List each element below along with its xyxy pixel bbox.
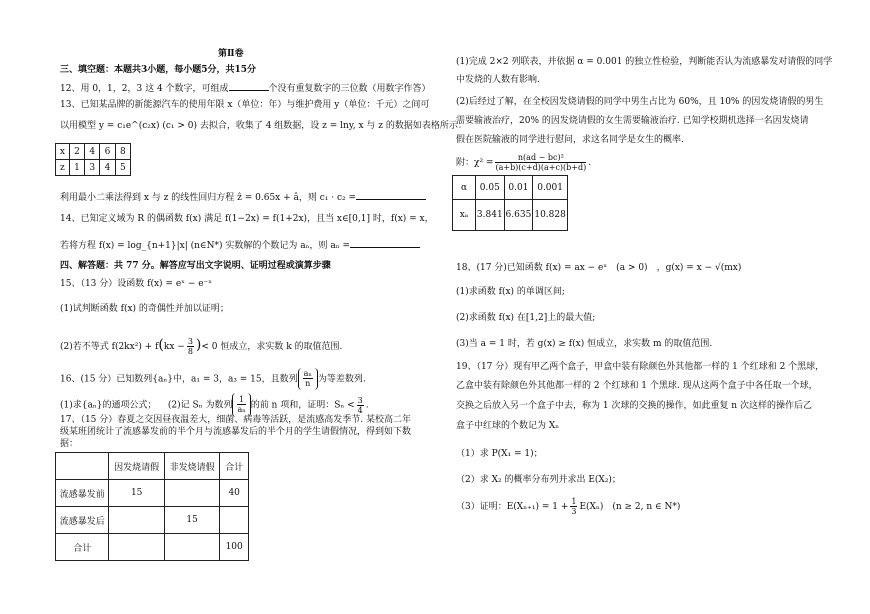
q13-line1: 13、已知某品牌的新能源汽车的使用年限 x（单位：年）与维护费用 y（单位：千元）之间可: [60, 100, 430, 110]
q19-line3: 交换之后放入另一个盒子中去，称为 1 次球的交换的操作，如此重复 n 次这样的操作后乙: [456, 401, 812, 411]
attach-label: 附：χ² =: [456, 158, 494, 168]
question-12: [60, 81, 431, 95]
q12-text-a: 12、用 0，1，2，3 这 4 个数字，可组成: [60, 84, 229, 94]
table-header-cell: [56, 453, 109, 480]
q18-head: 18、(17 分)已知函数 f(x) = ax − eˣ (a > 0) ，g(x) = x − √(mx): [456, 263, 742, 273]
q17-line2: 级某班团统计了流感暴发前的半个月与流感暴发后的半个月的学生请假情况，得到如下数: [60, 427, 412, 437]
q13-line3-text: 利用最小二乘法得到 x 与 z 的线性回归方程 ẑ = 0.65x + â，则 c₁ · c₂ =: [60, 193, 357, 203]
q14-line2-text: 若将方程 f(x) = log_{n+1}|x| (n∈N*) 实数解的个数记为 aₙ，则 aₙ =: [60, 241, 350, 251]
table-row: [453, 176, 568, 200]
table-cell: 10.828: [533, 200, 568, 231]
q15-head: 15、（13 分）设函数 f(x) = eˣ − e⁻ˣ: [60, 279, 213, 289]
fraction: [495, 153, 586, 172]
table-cell: 2: [69, 144, 84, 160]
table-row: [56, 534, 249, 561]
fraction-denominator: (a+b)(c+d)(a+c)(b+d): [495, 163, 587, 172]
table-cell: 4: [100, 160, 115, 176]
table-cell: 0.001: [533, 176, 568, 200]
table-row: [453, 200, 568, 231]
fraction-denominator: 8: [187, 347, 193, 356]
table-cell: z: [56, 160, 70, 176]
table-cell: 流感暴发后: [56, 507, 109, 534]
q19-part3-a: （3）证明：E(Xₙ₊₁) = 1 +: [456, 502, 569, 512]
q15-part2: (2)若不等式 f(2kx²) + f(kx − $\frac{3}{8}$ )< 0 恒成立，求实数 k 的取值范围.: [60, 337, 343, 356]
q15-part2-b: < 0 恒成立，求实数 k 的取值范围.: [201, 342, 343, 352]
fraction-numerator: aₙ: [303, 369, 312, 378]
q17-line3: 据：: [60, 439, 79, 449]
section4-title: 四、解答题：共 77 分。解答应写出文字说明、证明过程或演算步骤: [60, 261, 331, 271]
table-cell: 0.05: [476, 176, 505, 200]
chi-critical-table: [452, 175, 568, 231]
part-title: 第Ⅱ卷: [218, 49, 244, 59]
table-cell: [109, 507, 164, 534]
chi-square-formula: 附：χ² = $\frac{\text{n(ad − bc)²}}{(a+b)(c+d)(a+c)(b+d)}$ .: [456, 153, 592, 172]
q15-part2-a: (2)若不等式 f(2kx²) + f: [60, 342, 159, 352]
table-cell: 0.01: [504, 176, 533, 200]
fraction: [187, 337, 194, 356]
q17-line1: 17、（15 分）春夏之交因昼夜温差大，细菌、病毒等活跃，是流感高发季节. 某校高二年: [60, 415, 411, 425]
q17-p2-line1: (2)后经过了解，在全校因发烧请假的同学中男生占比为 60%，且 10% 的因发烧请假的男生: [456, 97, 824, 107]
q17-p1-line2: 中发烧的人数有影响.: [456, 75, 540, 85]
table-cell: 流感暴发前: [56, 480, 109, 507]
table-cell: [220, 507, 249, 534]
q19-part3-b: E(Xₙ) (n ≥ 2, n ∈ N*): [579, 502, 681, 512]
fraction: [357, 396, 364, 415]
q16-head-tail: 为等差数列.: [317, 374, 366, 385]
q14-line2: [60, 238, 420, 252]
fraction-numerator: 3: [187, 337, 193, 346]
table-header-cell: 非发烧请假: [164, 453, 219, 480]
table-cell: 3: [85, 160, 100, 176]
fraction: [303, 369, 313, 388]
table-cell: [109, 534, 164, 561]
fraction: [237, 395, 245, 414]
q18-part3: (3)当 a = 1 时，若 g(x) ≥ f(x) 恒成立，求实数 m 的取值范围.: [456, 339, 713, 349]
table-cell: 8: [115, 144, 130, 160]
fraction-numerator: 3: [357, 395, 363, 405]
table-header-cell: 合计: [220, 453, 249, 480]
table-cell: 6.635: [504, 200, 533, 231]
q19-part2: （2）求 X₂ 的概率分布列并求出 E(X₂)；: [456, 475, 621, 485]
table-cell: [164, 480, 219, 507]
q16-part1: (1)求{aₙ}的通项公式；: [60, 400, 157, 411]
q13-blank[interactable]: [356, 190, 426, 200]
table-cell: [164, 534, 219, 561]
q12-blank[interactable]: [229, 81, 269, 91]
table-cell: 15: [109, 480, 164, 507]
table-cell: 100: [220, 534, 249, 561]
q19-part1: （1）求 P(X₁ = 1)；: [456, 449, 543, 459]
fraction-brace: [298, 368, 318, 390]
table-cell: 1: [69, 160, 84, 176]
q13-line3: [60, 190, 426, 204]
fraction-denominator: 4: [357, 405, 363, 415]
fraction: [570, 497, 577, 516]
q14-line1: 14、已知定义域为 R 的偶函数 f(x) 满足 f(1−2x) = f(1+2x)，且当 x∈[0,1] 时，f(x) = x，: [60, 214, 434, 224]
q16-part2-a: (2)记 Sₙ 为数列: [167, 400, 233, 411]
q16-parts: (1)求{aₙ}的通项公式； (2)记 Sₙ 为数列 $\frac{1}{\text{aₙ}}$ 的前 n 项和，证明：Sₙ < $\frac{3}{4}$ .: [60, 393, 369, 418]
table-cell: 40: [220, 480, 249, 507]
fraction-numerator: n(ad − bc)²: [495, 153, 586, 163]
q13-line2: 以用模型 y = c₁e^(c₂x) (c₁ > 0) 去拟合，收集了 4 组数据，设 z = lny, x 与 z 的数据如表格所示：: [60, 121, 467, 131]
q19-part3: [456, 496, 680, 518]
table-cell: 6: [100, 144, 115, 160]
q15-part2-inner: kx −: [163, 342, 185, 352]
q19-line1: 19、（17 分）现有甲乙两个盒子，甲盒中装有除颜色外其他都一样的 1 个红球和 2 个黑球，: [456, 362, 825, 372]
section3-title: 三、填空题：本题共3小题，每小题5分，共15分: [60, 65, 257, 75]
q17-p2-line2: 需要输液治疗，20% 的因发烧请假的女生需要输液治疗. 已知学校期机选择一名因发烧请: [456, 116, 809, 126]
table-cell: α: [453, 176, 476, 200]
table-cell: xₐ: [453, 200, 476, 231]
q15-part1: (1)试判断函数 f(x) 的奇偶性并加以证明；: [60, 304, 229, 314]
table-cell: 4: [85, 144, 100, 160]
fraction-denominator: n: [305, 379, 311, 388]
table-row: [56, 480, 249, 507]
q18-part2: (2)求函数 f(x) 在[1,2]上的最大值;: [456, 313, 596, 323]
table-cell: 15: [164, 507, 219, 534]
fraction-numerator: 1: [239, 395, 245, 404]
q16-part2-b: 的前 n 项和，证明：Sₙ <: [250, 400, 355, 411]
table-row: [56, 507, 249, 534]
table-header-cell: 因发烧请假: [109, 453, 164, 480]
q18-part1: (1)求函数 f(x) 的单调区间;: [456, 287, 565, 297]
q14-blank[interactable]: [350, 238, 420, 248]
table-cell: 5: [115, 160, 130, 176]
fraction-denominator: aₙ: [237, 405, 246, 414]
q19-line4: 盒子中红球的个数记为 Xₙ: [456, 421, 560, 431]
fraction-denominator: 3: [571, 507, 577, 516]
q13-data-table: [55, 143, 131, 176]
q16-head: [60, 368, 366, 391]
q12-text-b: 个没有重复数字的三位数（用数字作答）: [268, 84, 431, 94]
table-cell: 合计: [56, 534, 109, 561]
fraction-numerator: 1: [571, 497, 577, 506]
table-cell: 3.841: [476, 200, 505, 231]
q17-p1-line1: (1)完成 2×2 列联表，并依据 α = 0.001 的独立性检验，判断能否认为流感暴发对请假的同学: [456, 57, 833, 67]
table-cell: x: [56, 144, 70, 160]
q17-p2-line3: 假在医院输液的同学进行慰问，求这名同学是女生的概率.: [456, 135, 684, 145]
q19-line2: 乙盒中装有除颜色外其他都一样的 2 个红球和 1 个黑球. 现从这两个盒子中各任取一个球，: [456, 381, 818, 391]
q17-contingency-table: [55, 452, 249, 561]
q16-head-text: 16、(15 分）已知数列{aₙ}中，a₁ = 3，a₃ = 15，且数列: [60, 374, 298, 385]
